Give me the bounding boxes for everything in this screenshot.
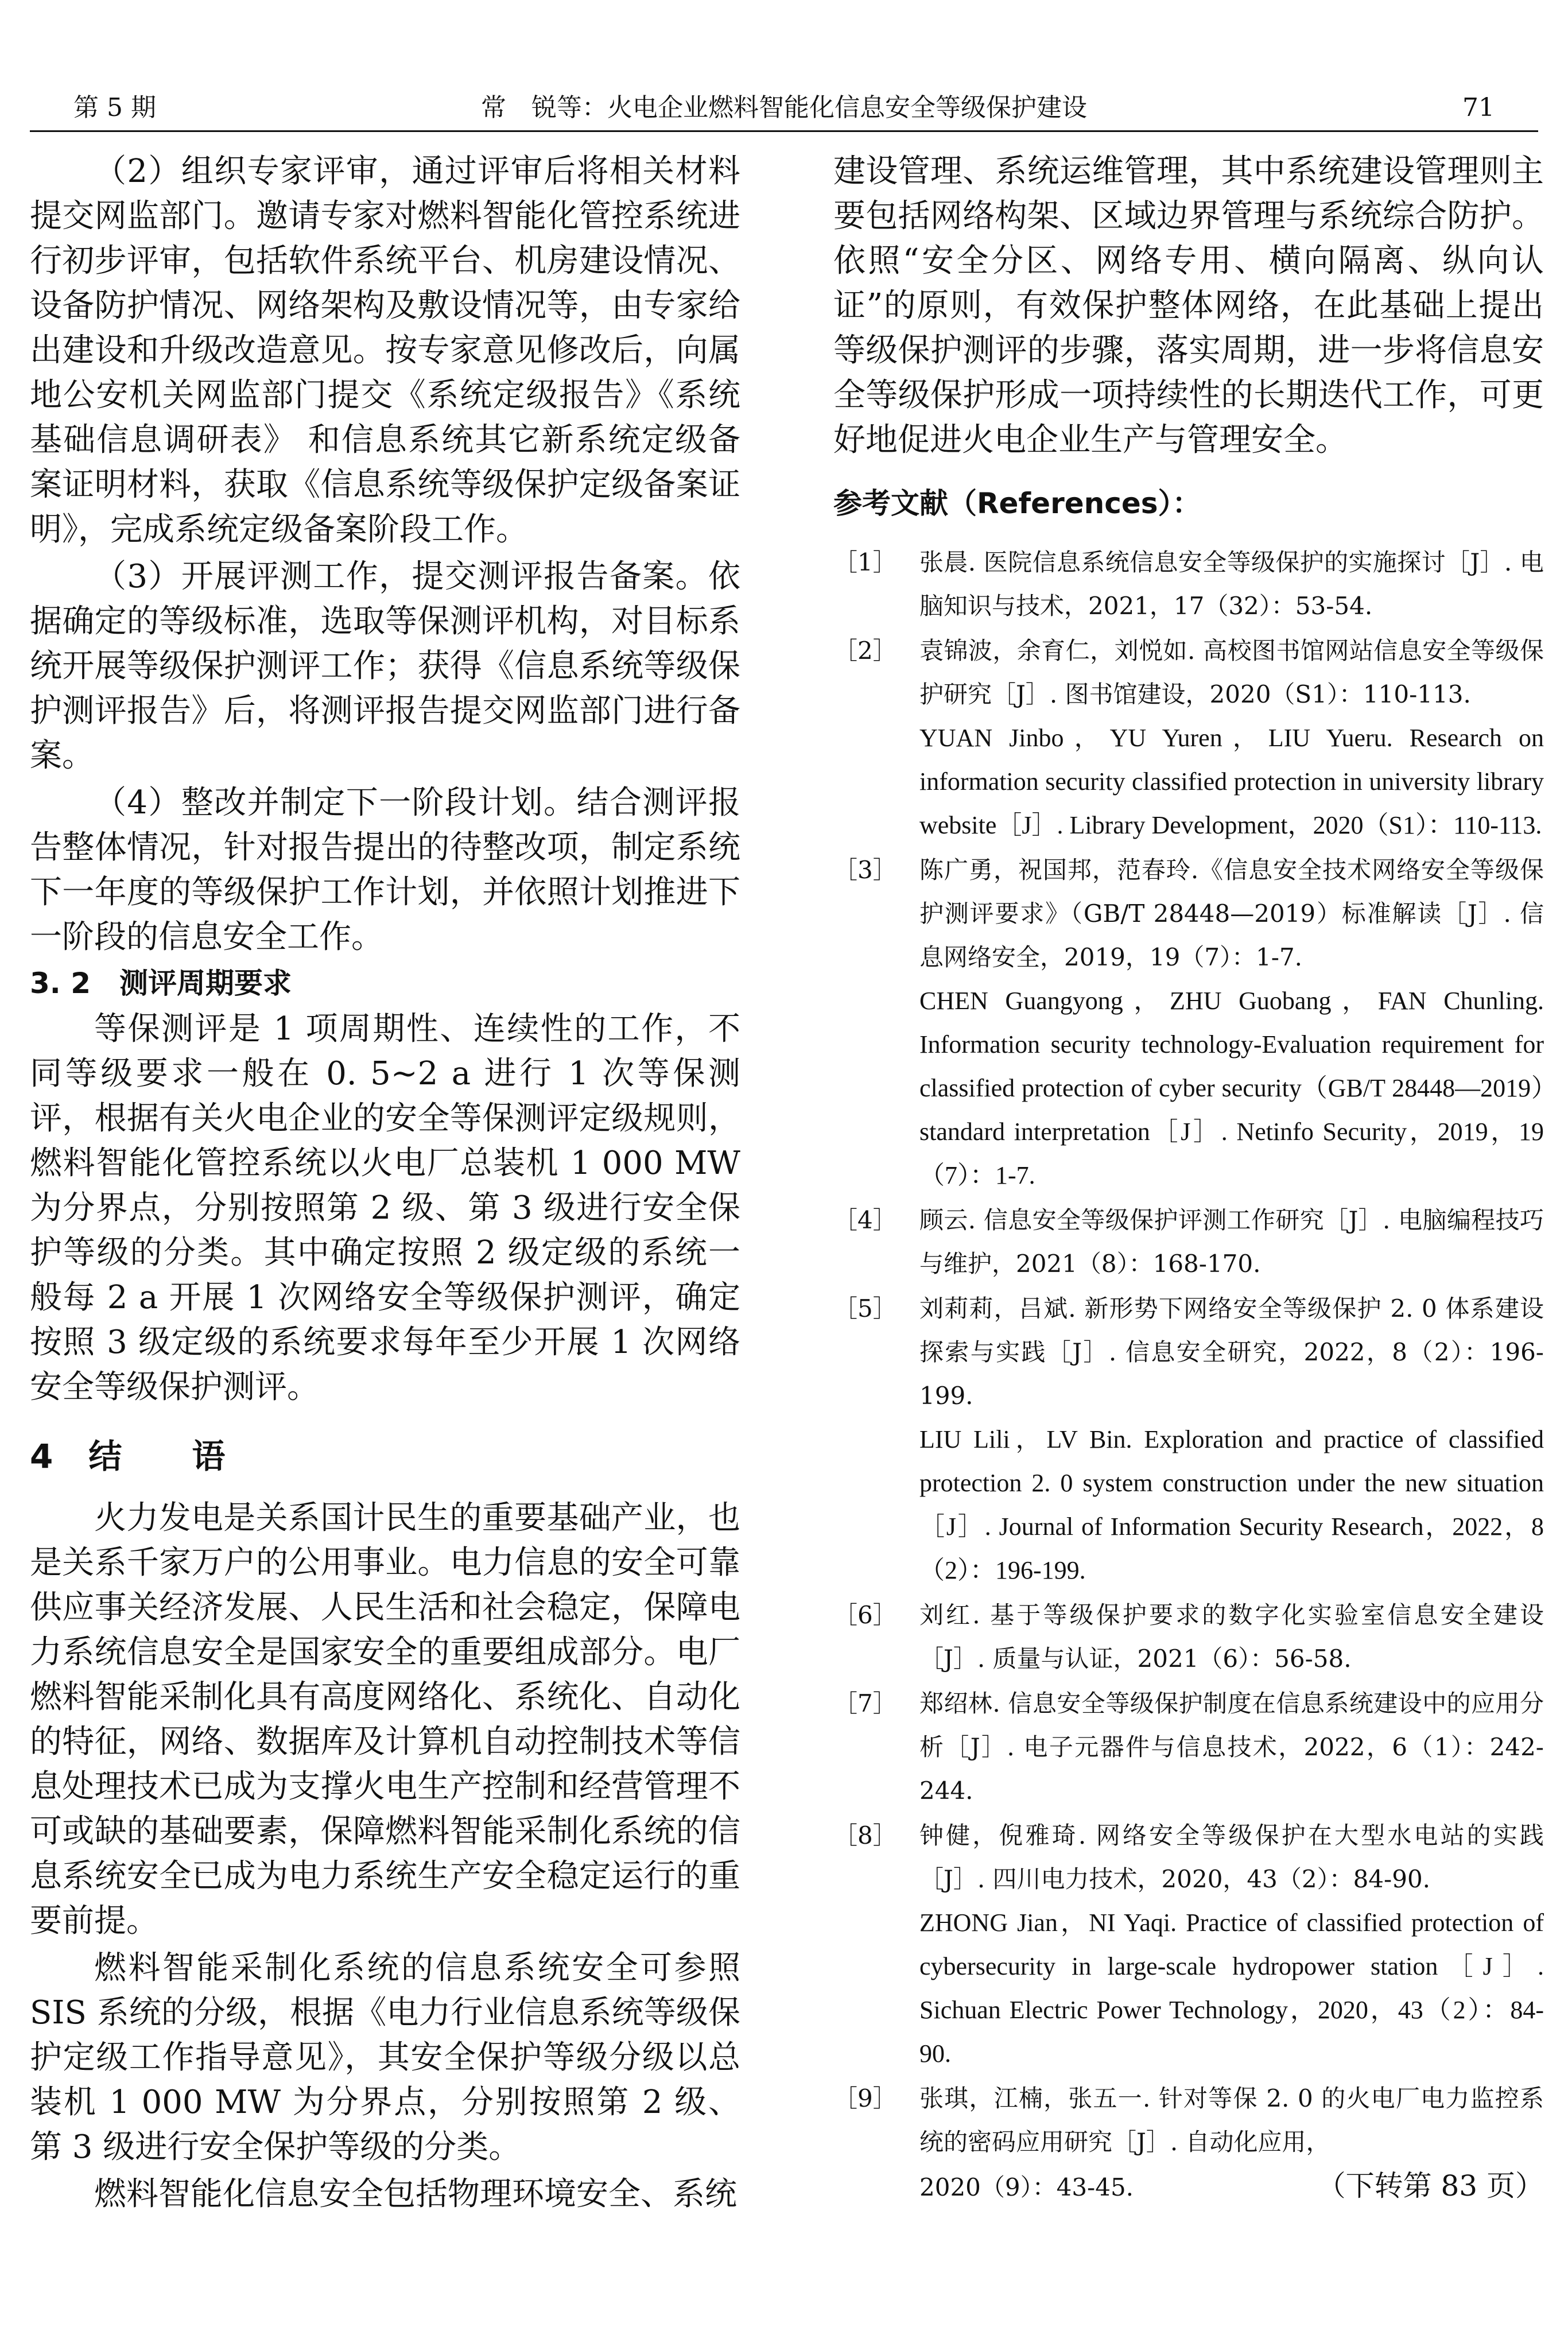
reference-item — [833, 1593, 1544, 1681]
reference-item — [833, 629, 1544, 847]
subsection-heading: 3. 2 测评周期要求 — [30, 967, 292, 1000]
reference-number: ［1］ — [833, 548, 897, 576]
reference-list — [833, 541, 1544, 2076]
reference-text: 袁锦波，余育仁，刘悦如. 高校图书馆网站信息安全等级保护研究［J］. 图书馆建设，2020（S1）：110-113. — [919, 637, 1544, 708]
continued-note: （下转第 83 页） — [1317, 2169, 1544, 2202]
reference-english: YUAN Jinbo，YU Yuren，LIU Yueru. Research on information security classified protection in university library website［J］. Library Development，2020（S1）：110-113. — [919, 724, 1544, 839]
reference-text: 钟健，倪雅琦. 网络安全等级保护在大型水电站的实践［J］. 四川电力技术，2020，43（2）：84-90. — [919, 1821, 1544, 1893]
right-column — [833, 149, 1544, 2211]
reference-item — [833, 1287, 1544, 1592]
reference-english: CHEN Guangyong，ZHU Guobang，FAN Chunling. Information security technology-Evaluation requirement for classified protection of cyber security（GB/T 28448—2019）standard interpretation［J］. Netinfo Security，2019，19（7）：1-7. — [919, 987, 1544, 1189]
reference-text: 郑绍林. 信息安全等级保护制度在信息系统建设中的应用分析［J］. 电子元器件与信息技术，2022，6（1）：242-244. — [919, 1689, 1544, 1805]
reference-item — [833, 2077, 1544, 2209]
page-number: 71 — [1462, 93, 1495, 122]
paragraph: 建设管理、系统运维管理，其中系统建设管理则主要包括网络构架、区域边界管理与系统综合防护。依照“安全分区、网络专用、横向隔离、纵向认证”的原则，有效保护整体网络，在此基础上提出等级保护测评的步骤，落实周期，进一步将信息安全等级保护形成一项持续性的长期迭代工作，可更好地促进火电企业生产与管理安全。 — [833, 153, 1544, 459]
references-heading: 参考文献（References）： — [833, 487, 1201, 520]
reference-number: ［9］ — [833, 2084, 897, 2112]
reference-item — [833, 1682, 1544, 1813]
reference-number: ［2］ — [833, 637, 897, 665]
reference-text: 顾云. 信息安全等级保护评测工作研究［J］. 电脑编程技巧与维护，2021（8）：168-170. — [919, 1206, 1544, 1278]
reference-english: LIU Lili，LV Bin. Exploration and practice of classified protection 2. 0 system construction under the new situation［J］. Journal of Information Security Research，2022，8（2）：196-199. — [919, 1425, 1544, 1584]
issue-number: 第 5 期 — [73, 93, 156, 122]
reference-number: ［7］ — [833, 1689, 897, 1717]
reference-number: ［3］ — [833, 856, 897, 884]
header-rule — [30, 130, 1538, 132]
paragraph: 燃料智能化信息安全包括物理环境安全、系统 — [94, 2176, 737, 2213]
section-title-char: 语 — [192, 1437, 227, 1476]
reference-text: 刘红. 基于等级保护要求的数字化实验室信息安全建设［J］. 质量与认证，2021（6）：56-58. — [919, 1601, 1544, 1673]
reference-text: 刘莉莉，吕斌. 新形势下网络安全等级保护 2. 0 体系建设探索与实践［J］. 信息安全研究，2022，8（2）：196-199. — [919, 1294, 1544, 1410]
left-column — [30, 149, 740, 2219]
paragraph: 等保测评是 1 项周期性、连续性的工作，不同等级要求一般在 0. 5~2 a 进行 1 次等保测评，根据有关火电企业的安全等保测评定级规则，燃料智能化管控系统以火电厂总装机 1 000 MW 为分界点，分别按照第 2 级、第 3 级进行安全保护等级的分类。其中确定按照 2 级定级的系统一般每 2 a 开展 1 次网络安全等级保护测评，确定按照 3 级定级的系统要求每年至少开展 1 次网络安全等级保护测评。 — [30, 1010, 740, 1406]
reference-text: 张琪，江楠，张五一. 针对等保 2. 0 的火电厂电力监控系统的密码应用研究［J］. 自动化应用， — [919, 2084, 1544, 2156]
reference-text: 陈广勇，祝国邦，范春玲.《信息安全技术网络安全等级保护测评要求》（GB/T 28448—2019）标准解读［J］. 信息网络安全，2019，19（7）：1-7. — [919, 856, 1544, 971]
paragraph: （4）整改并制定下一阶段计划。结合测评报告整体情况，针对报告提出的待整改项，制定系统下一年度的等级保护工作计划，并依照计划推进下一阶段的信息安全工作。 — [30, 784, 740, 956]
paragraph: （2）组织专家评审，通过评审后将相关材料提交网监部门。邀请专家对燃料智能化管控系统进行初步评审，包括软件系统平台、机房建设情况、设备防护情况、网络架构及敷设情况等，由专家给出建设和升级改造意见。按专家意见修改后，向属地公安机关网监部门提交《系统定级报告》《系统基础信息调研表》 和信息系统其它新系统定级备案证明材料，获取《信息系统等级保护定级备案证明》，完成系统定级备案阶段工作。 — [30, 153, 740, 548]
paragraph: 燃料智能采制化系统的信息系统安全可参照 SIS 系统的分级，根据《电力行业信息系统等级保护定级工作指导意见》，其安全保护等级分级以总装机 1 000 MW 为分界点，分别按照第 2 级、第 3 级进行安全保护等级的分类。 — [30, 1949, 740, 2166]
paragraph: 火力发电是关系国计民生的重要基础产业，也是关系千家万户的公用事业。电力信息的安全可靠供应事关经济发展、人民生活和社会稳定，保障电力系统信息安全是国家安全的重要组成部分。电厂燃料智能采制化具有高度网络化、系统化、自动化的特征，网络、数据库及计算机自动控制技术等信息处理技术已成为支撑火电生产控制和经营管理不可或缺的基础要素，保障燃料智能采制化系统的信息系统安全已成为电力系统生产安全稳定运行的重要前提。 — [30, 1499, 740, 1940]
reference-text: 2020（9）：43-45. — [919, 2173, 1134, 2201]
section-title-char: 结 — [88, 1437, 123, 1476]
reference-number: ［8］ — [833, 1821, 897, 1849]
section-heading — [30, 1430, 740, 1482]
reference-number: ［4］ — [833, 1206, 897, 1234]
reference-number: ［6］ — [833, 1601, 897, 1629]
reference-english: ZHONG Jian，NI Yaqi. Practice of classified protection of cybersecurity in large-scale hydropower station［J］. Sichuan Electric Power Technology，2020，43（2）：84-90. — [919, 1909, 1544, 2068]
reference-item — [833, 1199, 1544, 1286]
reference-item — [833, 1814, 1544, 2076]
reference-item — [833, 848, 1544, 1197]
reference-text: 张晨. 医院信息系统信息安全等级保护的实施探讨［J］. 电脑知识与技术，2021，17（32）：53-54. — [919, 548, 1544, 620]
reference-item — [833, 541, 1544, 628]
running-title: 常 锐等：火电企业燃料智能化信息安全等级保护建设 — [481, 93, 1087, 122]
page-header — [30, 63, 1538, 132]
paragraph: （3）开展评测工作，提交测评报告备案。依据确定的等级标准，选取等保测评机构，对目标系统开展等级保护测评工作；获得《信息系统等级保护测评报告》后，将测评报告提交网监部门进行备案。 — [30, 558, 740, 774]
reference-number: ［5］ — [833, 1294, 897, 1323]
section-number: 4 — [30, 1437, 55, 1476]
